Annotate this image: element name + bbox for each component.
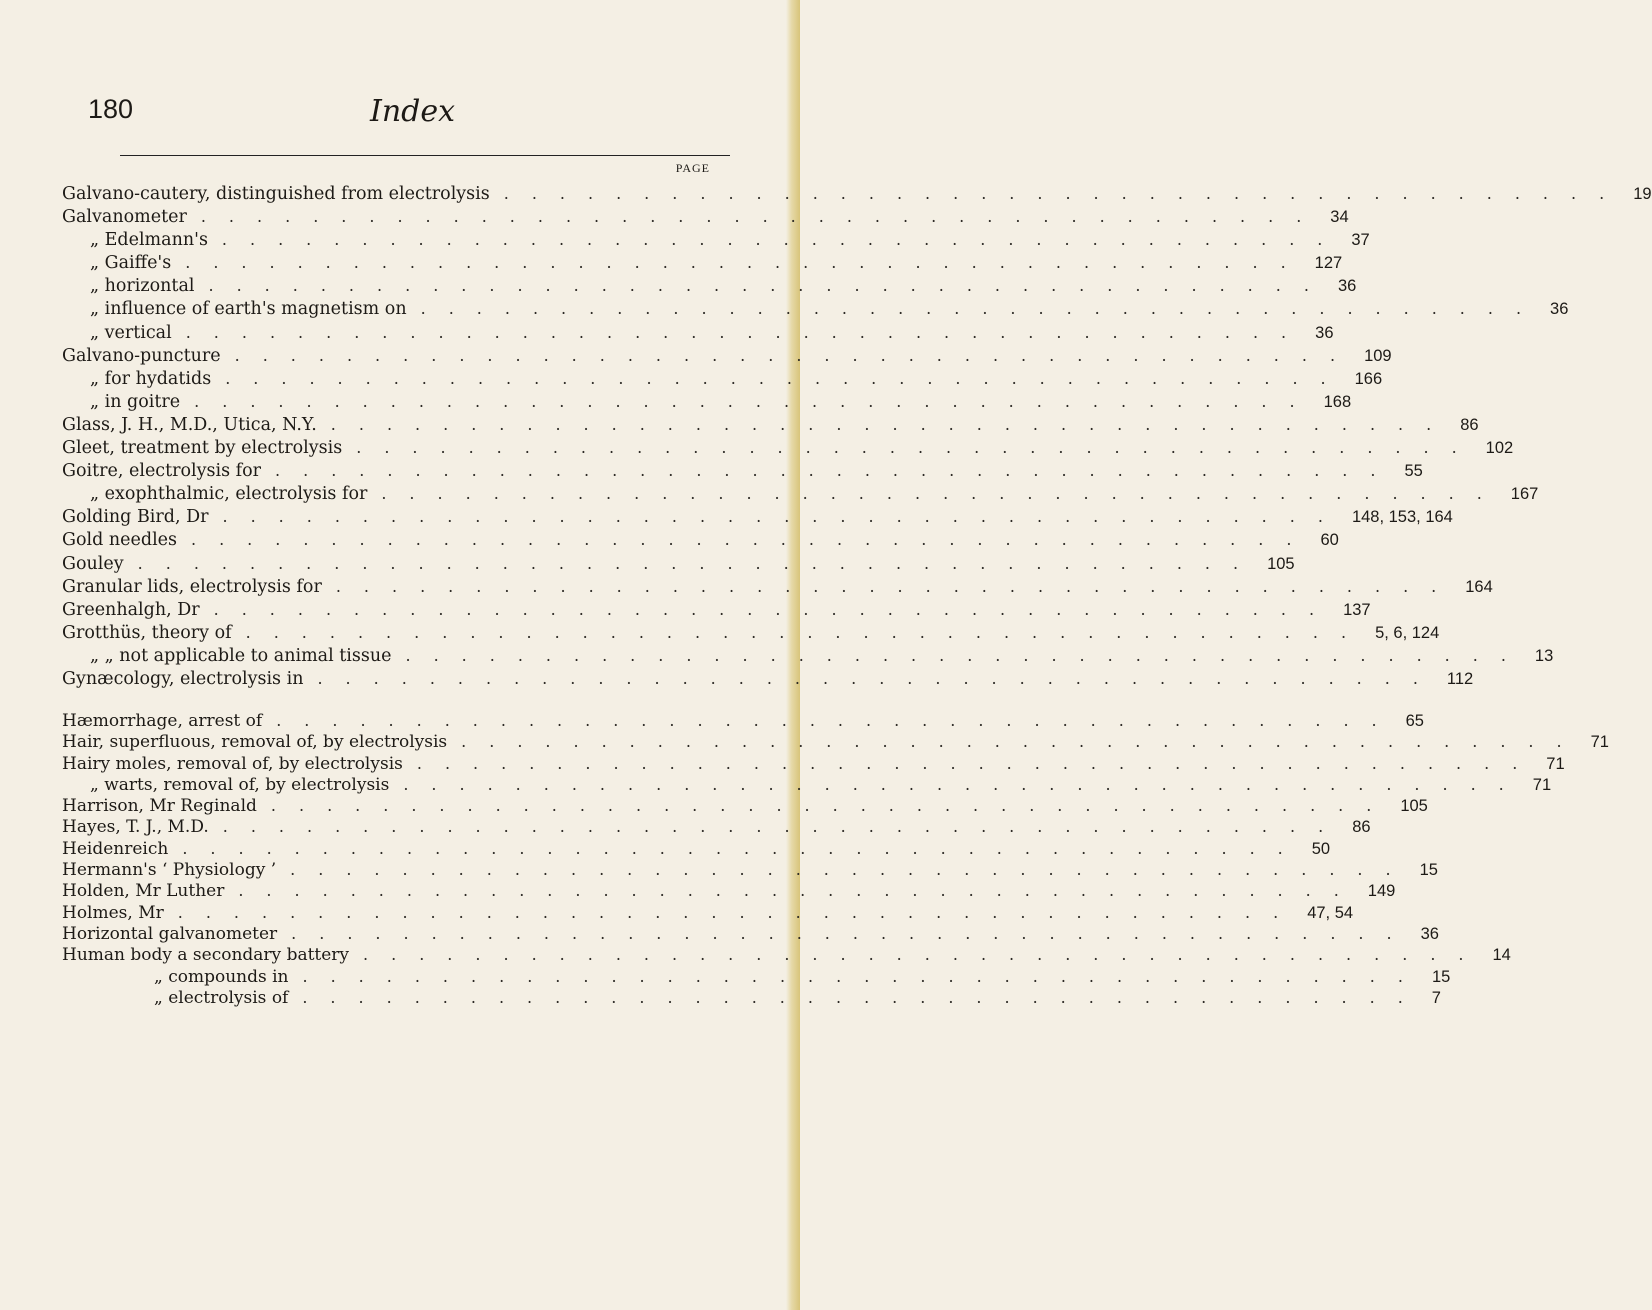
index-entry [62,859,1438,881]
page-number: 180 [88,94,134,124]
index-term: „ in goitre [90,391,181,412]
dot-leader: ........................................ [403,774,1527,794]
index-term: Galvano-puncture [62,345,221,366]
index-pages: 47, 54 [1307,903,1354,922]
index-pages: 55 [1404,462,1423,481]
index-entry [62,987,1441,1008]
index-entry [62,621,1440,644]
index-term: Heidenreich [62,838,169,859]
dot-leader: ........................................ [503,184,1628,203]
index-pages: 86 [1460,415,1479,434]
dot-leader: ........................................ [194,391,1318,411]
index-term: Granular lids, electrolysis for [62,576,322,597]
dot-leader: ........................................ [208,276,1332,296]
index-pages: 71 [1546,754,1565,773]
index-entry [62,528,1339,551]
dot-leader: ........................................ [191,530,1315,550]
index-term: Hæmorrhage, arrest of [62,711,263,731]
index-pages: 19 [1633,185,1652,203]
dot-leader: ........................................ [245,622,1370,642]
index-pages: 34 [1330,208,1349,227]
index-entry [62,774,1552,795]
index-entry [62,710,1424,731]
index-term: „ compounds in [154,966,289,987]
index-entry [62,753,1565,774]
index-pages: 71 [1590,733,1609,752]
index-pages: 65 [1405,712,1424,730]
index-entry [62,880,1396,902]
dot-leader: ........................................ [335,576,1460,596]
index-term: „ Gaiffe's [90,253,172,274]
dot-leader: ........................................ [270,796,1395,816]
index-entry [62,228,1370,251]
dot-leader: ........................................ [381,484,1505,504]
dot-leader: ........................................ [213,599,1338,619]
index-term: „ horizontal [90,276,195,297]
index-pages: 36 [1420,924,1439,943]
dot-leader: ........................................ [177,902,1302,922]
index-pages: 109 [1364,346,1392,365]
index-pages: 37 [1351,231,1370,250]
index-pages: 5, 6, 124 [1375,623,1440,642]
index-term: „ Edelmann's [90,230,208,251]
index-pages: 15 [1419,861,1438,880]
dot-leader: ........................................ [222,817,1347,837]
dot-leader: ........................................ [416,753,1541,773]
index-entry [62,816,1371,838]
dot-leader: ........................................ [221,230,1346,250]
dot-leader: ........................................ [461,732,1585,752]
index-pages: 71 [1532,775,1552,794]
page-column-label: PAGE [675,161,710,175]
index-entry [62,482,1539,505]
index-entry [62,944,1511,966]
index-entry [62,205,1349,228]
index-term: Grotthüs, theory of [62,622,232,643]
index-pages: 168 [1323,392,1352,411]
index-entry [62,436,1514,459]
index-pages: 13 [1534,646,1554,665]
dot-leader: ........................................ [185,322,1310,342]
index-pages: 7 [1431,988,1441,1007]
index-entry [62,251,1343,274]
dot-leader: ........................................ [222,507,1346,527]
index-entry [62,731,1609,753]
index-entry [62,367,1383,390]
index-term: Galvanometer [62,207,187,228]
dot-leader: ........................................ [317,668,1441,688]
index-term: „ vertical [90,322,172,343]
dot-leader: ........................................ [291,923,1415,943]
index-term: Gold needles [62,530,177,551]
index-pages: 14 [1492,946,1511,965]
index-term: Hair, superfluous, removal of, by electrolysis [62,732,448,753]
dot-leader: ........................................ [276,711,1400,730]
index-term: „ „ not applicable to animal tissue [90,645,392,666]
index-term: Golding Bird, Dr [62,507,209,528]
index-pages: 149 [1367,882,1396,901]
index-pages: 15 [1431,967,1451,986]
index-entry [62,795,1428,817]
index-entry [62,321,1334,344]
index-entry [62,413,1479,436]
dot-leader: ........................................ [185,253,1309,273]
index-pages: 112 [1446,669,1474,688]
index-entry [62,923,1439,944]
index-pages: 148, 153, 164 [1351,508,1453,527]
index-pages: 167 [1510,485,1539,504]
index-pages: 137 [1343,600,1371,619]
dot-leader: ........................................ [238,881,1362,901]
index-term: „ exophthalmic, electrolysis for [90,484,368,505]
index-term: Glass, J. H., M.D., Utica, N.Y. [62,414,317,435]
index-term: Gynæcology, electrolysis in [62,668,304,689]
index-entry [62,459,1423,482]
dot-leader: ........................................ [137,553,1262,573]
index-pages: 36 [1550,300,1569,319]
index-entry [62,838,1331,859]
index-term: Greenhalgh, Dr [62,599,200,620]
dot-leader: ........................................ [302,966,1426,986]
index-term: Gleet, treatment by electrolysis [62,438,343,459]
index-term: Hayes, T. J., M.D. [62,817,209,838]
index-entry [62,644,1554,667]
index-term: Hermann's ‘ Physiology ’ [62,860,277,881]
dot-leader: ........................................ [420,299,1545,319]
index-term: Horizontal galvanometer [62,923,278,944]
index-pages: 164 [1465,577,1493,596]
header-rule [120,155,730,156]
index-term: „ influence of earth's magnetism on [90,299,407,320]
index-entry [62,552,1295,575]
index-entry [62,902,1354,923]
dot-leader: ........................................ [182,838,1306,858]
index-pages: 86 [1352,818,1371,837]
index-term: „ warts, removal of, by electrolysis [90,774,390,795]
index-pages: 127 [1314,254,1343,273]
index-entry [62,505,1453,528]
index-term: Galvano-cautery, distinguished from electrolysis [62,184,490,204]
dot-leader: ........................................ [363,945,1487,965]
index-entry [62,390,1352,413]
page-header [88,94,728,134]
index-entry [62,598,1371,621]
index-section-g [62,182,1652,690]
index-term: „ electrolysis of [154,987,289,1008]
index-pages: 105 [1400,797,1428,816]
index-entry [62,182,1652,205]
dot-leader: ........................................ [302,987,1426,1007]
index-term: Holden, Mr Luther [62,881,225,902]
index-pages: 166 [1354,369,1383,388]
index-term: Human body a secondary battery [62,945,350,966]
index-pages: 60 [1320,531,1339,550]
index-entry [62,575,1493,598]
index-term: Gouley [62,553,124,574]
index-section-h [62,710,1609,1008]
index-pages: 102 [1485,439,1514,458]
page-title: Index [370,94,456,129]
dot-leader: ........................................ [225,368,1349,388]
index-term: „ for hydatids [90,368,212,389]
index-entry [62,297,1569,320]
index-pages: 50 [1311,839,1331,858]
index-pages: 105 [1267,554,1295,573]
index-entry [62,966,1451,987]
dot-leader: ........................................ [234,345,1359,365]
index-pages: 36 [1337,277,1357,296]
index-entry [62,667,1474,690]
index-entry [62,274,1357,297]
index-term: Hairy moles, removal of, by electrolysis [62,753,403,774]
dot-leader: ........................................ [405,645,1529,665]
dot-leader: ........................................ [290,860,1414,880]
dot-leader: ........................................ [275,461,1399,481]
dot-leader: ........................................ [330,414,1455,434]
index-term: Harrison, Mr Reginald [62,796,257,817]
dot-leader: ........................................ [356,438,1480,458]
dot-leader: ........................................ [200,207,1325,227]
index-term: Holmes, Mr [62,902,164,923]
index-pages: 36 [1315,323,1334,342]
index-entry [62,344,1392,367]
index-term: Goitre, electrolysis for [62,461,262,482]
